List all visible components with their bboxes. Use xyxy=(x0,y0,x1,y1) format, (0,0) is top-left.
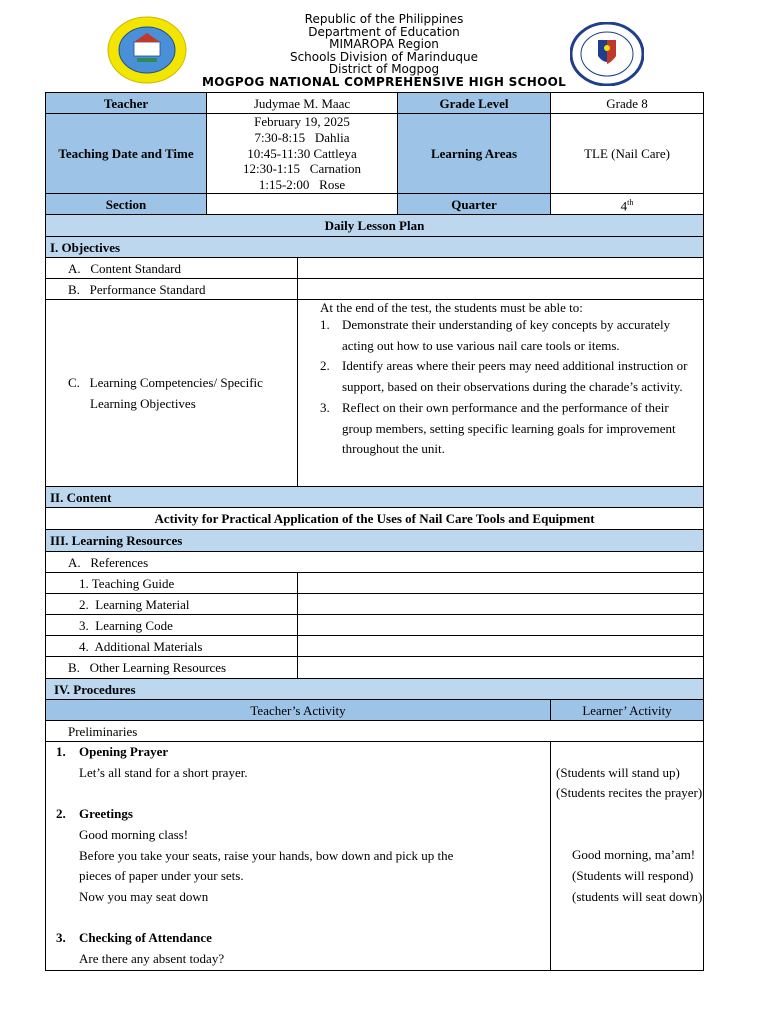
objective-number: 3. xyxy=(320,399,330,415)
header-school-name: MOGPOG NATIONAL COMPREHENSIVE HIGH SCHOOL xyxy=(201,74,567,89)
learner-activity-cell xyxy=(551,742,704,971)
resource-additional-materials: 4. Additional Materials xyxy=(46,636,298,657)
learner-line: (Students recites the prayer) xyxy=(556,785,703,801)
schedule-line: 1:15-2:00 Rose xyxy=(258,177,346,193)
section-value xyxy=(207,194,398,215)
other-learning-resources-label: B. Other Learning Resources xyxy=(46,657,298,679)
header-region: MIMAROPA Region xyxy=(329,37,439,52)
teaching-date-label: Teaching Date and Time xyxy=(46,114,207,194)
references-label: A. References xyxy=(46,552,704,573)
step-title: Opening Prayer xyxy=(79,744,169,759)
objective-item xyxy=(320,315,697,356)
performance-standard-value xyxy=(298,279,704,300)
grade-level-label: Grade Level xyxy=(398,93,551,114)
step-opening-prayer xyxy=(46,742,546,763)
schedule-line: 7:30-8:15 Dahlia xyxy=(254,129,350,145)
learner-line: (students will seat down) xyxy=(572,888,703,904)
quarter-label: Quarter xyxy=(398,194,551,215)
resource-learning-material: 2. Learning Material xyxy=(46,594,298,615)
date-line: February 19, 2025 xyxy=(254,114,350,129)
section-label: Section xyxy=(46,194,207,215)
performance-standard-label: B. Performance Standard xyxy=(46,279,298,300)
spacer xyxy=(46,908,546,929)
competencies-label-line: Learning Objectives xyxy=(90,396,196,411)
learner-line: (Students will respond) xyxy=(572,868,694,884)
greeting-line: Before you take your seats, raise your hands, bow down and pick up the xyxy=(79,847,454,863)
attendance-text: Are there any absent today? xyxy=(79,951,225,966)
step-title: Checking of Attendance xyxy=(79,930,212,946)
learning-objectives-cell xyxy=(298,300,704,487)
objective-item xyxy=(320,398,697,460)
resource-value xyxy=(298,573,704,594)
prayer-text: Let’s all stand for a short prayer. xyxy=(79,764,248,780)
teacher-label: Teacher xyxy=(46,93,207,114)
grade-level-value: Grade 8 xyxy=(551,93,704,114)
objectives-intro: At the end of the test, the students must be able to: xyxy=(320,300,583,315)
spacer xyxy=(556,804,699,825)
objective-number: 2. xyxy=(320,358,330,374)
teacher-activity-header: Teacher’s Activity xyxy=(46,700,551,721)
content-title: Activity for Practical Application of the Uses of Nail Care Tools and Equipment xyxy=(46,508,704,530)
objective-text: Reflect on their own performance and the performance of their group members, setting specific learning goals for improvement throughout the unit. xyxy=(342,399,676,457)
spacer xyxy=(556,742,699,763)
competencies-label-line: C. Learning Competencies/ Specific xyxy=(68,375,263,390)
resource-learning-code: 3. Learning Code xyxy=(46,615,298,636)
greeting-line: pieces of paper under your sets. xyxy=(79,868,244,884)
header-district: District of Mogpog xyxy=(328,62,440,77)
objectives-list xyxy=(320,315,697,460)
daily-lesson-plan-title: Daily Lesson Plan xyxy=(46,215,704,237)
document-header xyxy=(0,13,768,89)
objectives-heading: I. Objectives xyxy=(46,237,704,258)
step-number: 2. xyxy=(56,806,66,822)
learning-competencies-label xyxy=(46,300,298,487)
step-attendance xyxy=(46,928,546,949)
step-greetings xyxy=(46,804,546,825)
quarter-value xyxy=(551,194,704,215)
step-number: 1. xyxy=(56,744,66,759)
greeting-line: Now you may seat down xyxy=(79,888,209,904)
step-number: 3. xyxy=(56,930,66,946)
schedule-line: 10:45-11:30 Cattleya xyxy=(247,145,357,161)
header-department: Department of Education xyxy=(308,24,460,39)
learner-line: Good morning, ma’am! xyxy=(572,847,696,863)
content-heading: II. Content xyxy=(46,487,704,508)
spacer xyxy=(556,825,699,846)
learning-resources-heading: III. Learning Resources xyxy=(46,530,704,552)
spacer xyxy=(46,783,546,804)
procedures-heading: IV. Procedures xyxy=(46,679,704,700)
learning-areas-label: Learning Areas xyxy=(398,114,551,194)
schedule-line: 12:30-1:15 Carnation xyxy=(242,161,362,177)
quarter-number: 4 xyxy=(620,198,628,214)
step-title: Greetings xyxy=(79,806,133,822)
resource-value xyxy=(298,636,704,657)
learning-areas-value: TLE (Nail Care) xyxy=(551,114,704,194)
resource-value xyxy=(298,615,704,636)
objective-text: Demonstrate their understanding of key concepts by accurately acting out how to use various nail care tools or items. xyxy=(342,317,671,353)
lesson-plan-table xyxy=(45,92,704,971)
content-standard-label: A. Content Standard xyxy=(46,258,298,279)
objective-item xyxy=(320,356,697,397)
objective-text: Identify areas where their peers may need additional instruction or support, based on their observations during the charade’s activity. xyxy=(342,358,688,395)
header-republic: Republic of the Philippines xyxy=(304,12,464,26)
resource-value xyxy=(298,657,704,679)
objective-number: 1. xyxy=(320,317,330,332)
header-division: Schools Division of Marinduque xyxy=(289,49,479,64)
teacher-value: Judymae M. Maac xyxy=(207,93,398,114)
teaching-date-value xyxy=(207,114,398,194)
quarter-suffix: th xyxy=(627,197,634,207)
resource-teaching-guide: 1. Teaching Guide xyxy=(46,573,298,594)
resource-value xyxy=(298,594,704,615)
content-standard-value xyxy=(298,258,704,279)
teacher-activity-cell xyxy=(46,742,551,971)
preliminaries-label: Preliminaries xyxy=(46,721,704,742)
greeting-line: Good morning class! xyxy=(79,826,189,842)
learner-activity-header: Learner’ Activity xyxy=(551,700,704,721)
learner-line: (Students will stand up) xyxy=(556,764,680,780)
